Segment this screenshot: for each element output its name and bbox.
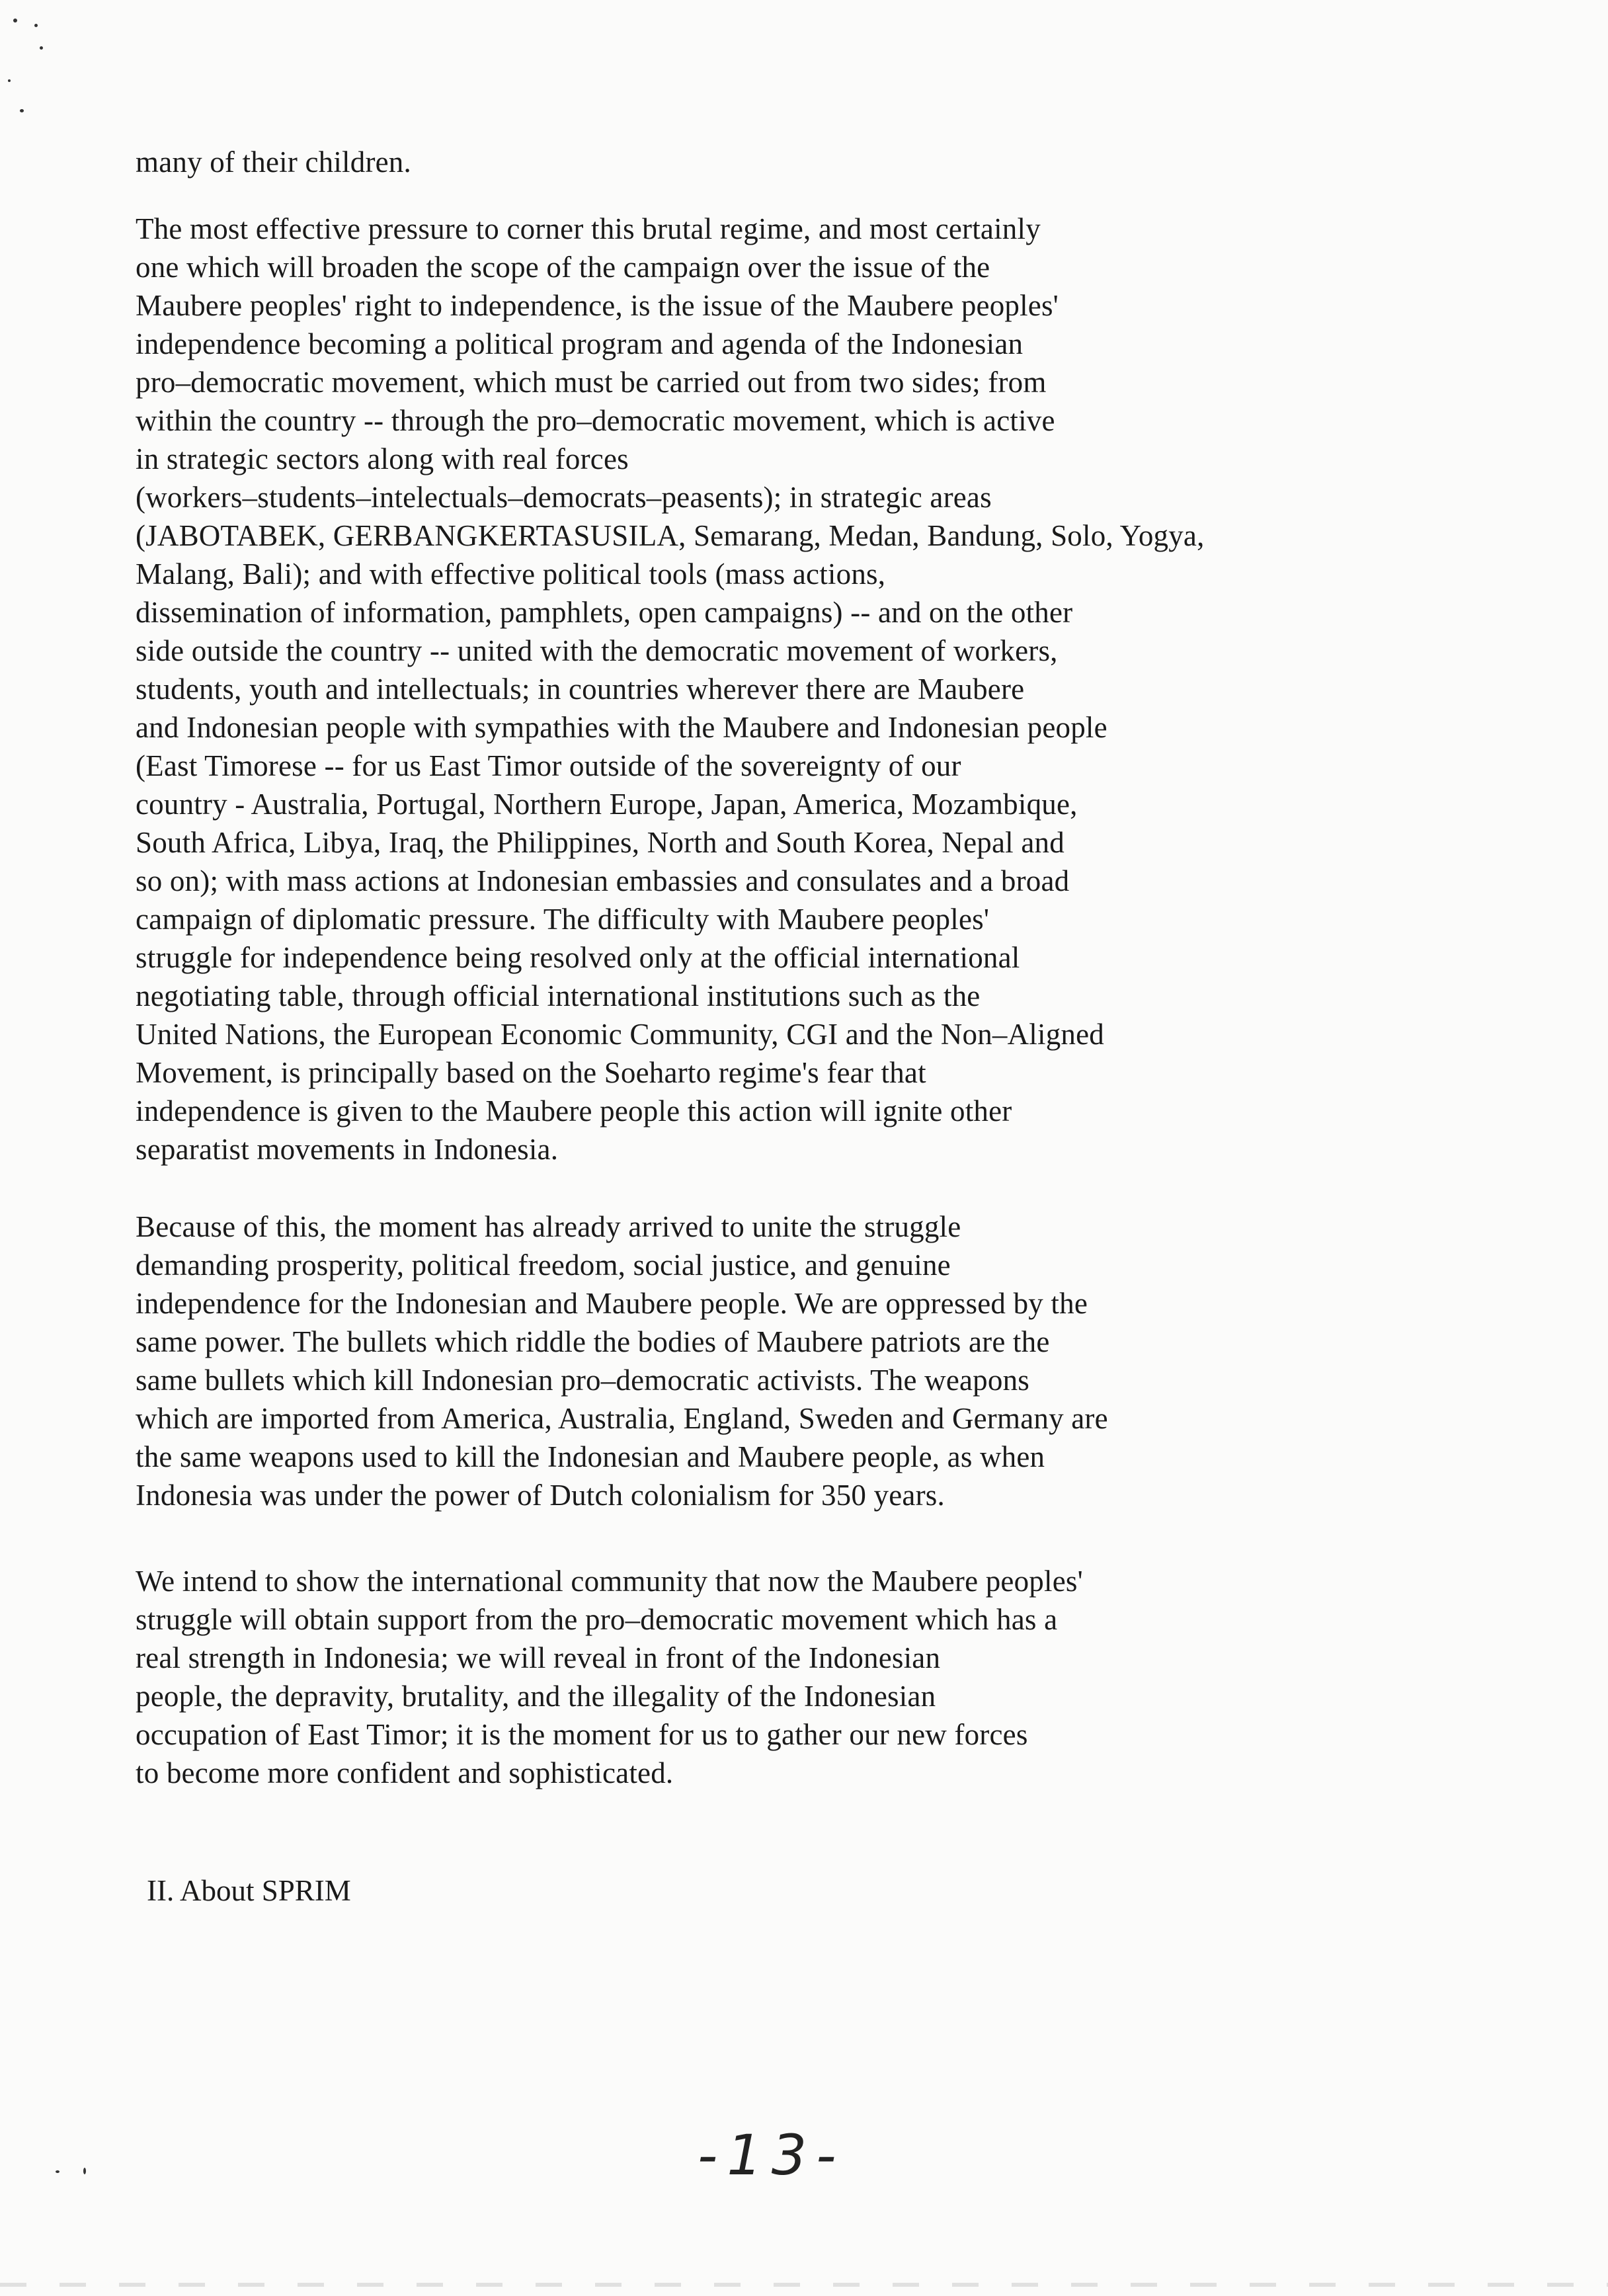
text-line: separatist movements in Indonesia. (136, 1133, 559, 1166)
scan-speck (13, 19, 17, 22)
scan-speck (83, 2168, 86, 2174)
text-line: independence is given to the Maubere people this action will ignite other (136, 1094, 1012, 1128)
text-line: to become more confident and sophisticated. (136, 1756, 674, 1789)
text-line: same bullets which kill Indonesian pro–democratic activists. The weapons (136, 1364, 1029, 1397)
paragraph-international-community (136, 1562, 1458, 1792)
text-line: which are imported from America, Australia, England, Sweden and Germany are (136, 1402, 1108, 1435)
text-line: demanding prosperity, political freedom, social justice, and genuine (136, 1249, 951, 1282)
scan-speck (34, 24, 38, 27)
text-line: same power. The bullets which riddle the bodies of Maubere patriots are the (136, 1325, 1050, 1358)
text-line: students, youth and intellectuals; in countries wherever there are Maubere (136, 673, 1025, 706)
text-line: many of their children. (136, 145, 411, 179)
text-line: Movement, is principally based on the Soeharto regime's fear that (136, 1056, 926, 1089)
text-line: occupation of East Timor; it is the moment for us to gather our new forces (136, 1718, 1028, 1751)
text-line: pro–democratic movement, which must be carried out from two sides; from (136, 366, 1047, 399)
scan-speck (8, 79, 11, 82)
text-line: (workers–students–intelectuals–democrats–peasents); in strategic areas (136, 481, 992, 514)
text-line: dissemination of information, pamphlets, open campaigns) -- and on the other (136, 596, 1073, 629)
scan-speck (20, 109, 24, 112)
scan-speck (56, 2170, 60, 2173)
paragraph-unite-struggle (136, 1208, 1458, 1514)
text-line: Indonesia was under the power of Dutch colonialism for 350 years. (136, 1479, 945, 1512)
text-line: independence for the Indonesian and Maubere people. We are oppressed by the (136, 1287, 1088, 1320)
scan-speck (40, 46, 43, 50)
paragraph-effective-pressure (136, 210, 1458, 1168)
text-line: and Indonesian people with sympathies with the Maubere and Indonesian people (136, 711, 1107, 744)
text-line: in strategic sectors along with real forces (136, 442, 629, 475)
text-line: South Africa, Libya, Iraq, the Philippines, North and South Korea, Nepal and (136, 826, 1065, 859)
text-line: United Nations, the European Economic Community, CGI and the Non–Aligned (136, 1018, 1104, 1051)
paragraph-continuation (136, 143, 1458, 181)
text-line: within the country -- through the pro–democratic movement, which is active (136, 404, 1055, 437)
text-line: Because of this, the moment has already arrived to unite the struggle (136, 1210, 961, 1243)
text-line: country - Australia, Portugal, Northern Europe, Japan, America, Mozambique, (136, 788, 1078, 821)
page-number: -13- (698, 2123, 846, 2188)
text-line: campaign of diplomatic pressure. The difficulty with Maubere peoples' (136, 903, 990, 936)
scan-edge-artifact (0, 2283, 1608, 2287)
text-line: Malang, Bali); and with effective political tools (mass actions, (136, 557, 886, 591)
text-line: (JABOTABEK, GERBANGKERTASUSILA, Semarang, Medan, Bandung, Solo, Yogya, (136, 519, 1205, 552)
section-heading: II. About SPRIM (147, 1874, 351, 1907)
text-line: The most effective pressure to corner this brutal regime, and most certainly (136, 212, 1041, 245)
text-line: real strength in Indonesia; we will reveal in front of the Indonesian (136, 1641, 941, 1674)
text-line: side outside the country -- united with the democratic movement of workers, (136, 634, 1058, 667)
text-line: people, the depravity, brutality, and the illegality of the Indonesian (136, 1680, 936, 1713)
text-line: independence becoming a political program and agenda of the Indonesian (136, 327, 1024, 360)
text-line: one which will broaden the scope of the campaign over the issue of the (136, 251, 990, 284)
text-line: Maubere peoples' right to independence, is the issue of the Maubere peoples' (136, 289, 1059, 322)
text-line: struggle for independence being resolved only at the official international (136, 941, 1020, 974)
text-line: so on); with mass actions at Indonesian embassies and consulates and a broad (136, 864, 1070, 897)
text-line: (East Timorese -- for us East Timor outside of the sovereignty of our (136, 749, 961, 782)
text-line: the same weapons used to kill the Indonesian and Maubere people, as when (136, 1440, 1045, 1473)
text-line: struggle will obtain support from the pro–democratic movement which has a (136, 1603, 1058, 1636)
text-line: negotiating table, through official international institutions such as the (136, 979, 981, 1012)
text-line: We intend to show the international community that now the Maubere peoples' (136, 1565, 1083, 1598)
